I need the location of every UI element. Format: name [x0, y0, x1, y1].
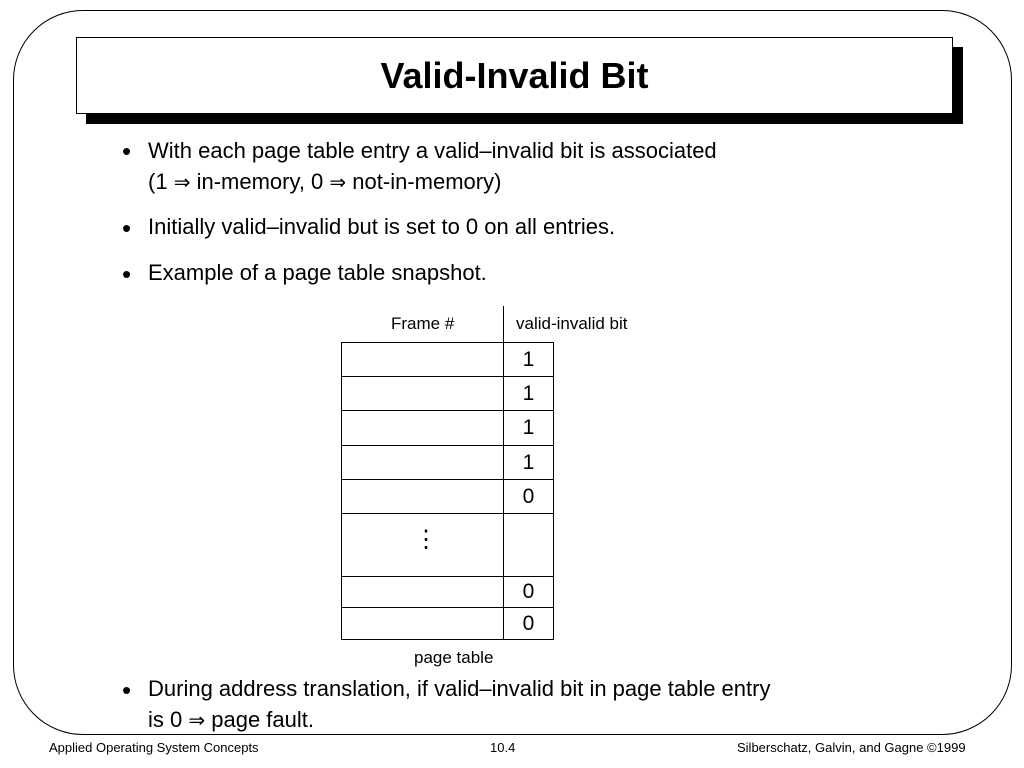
bit-cell — [504, 514, 553, 576]
bullet-marker: • — [122, 213, 132, 243]
footer-course-title: Applied Operating System Concepts — [49, 740, 259, 755]
bit-cell: 1 — [522, 347, 535, 371]
column-divider — [503, 306, 504, 342]
bit-cell: 1 — [522, 416, 535, 439]
bullet-marker: • — [122, 259, 132, 289]
bit-cell: 1 — [522, 381, 535, 405]
page-table — [341, 342, 554, 640]
bullet-1-line-1: With each page table entry a valid–invalid bit is associated — [148, 138, 717, 163]
bullet-1-line-2: (1 ⇒ in-memory, 0 ⇒ not-in-memory) — [148, 169, 502, 194]
table-row — [342, 608, 553, 639]
bit-cell: 0 — [522, 580, 535, 603]
table-row — [342, 480, 553, 514]
frame-cell — [342, 377, 504, 410]
table-row — [342, 411, 553, 446]
frame-cell — [342, 514, 504, 576]
frame-cell — [342, 608, 504, 639]
footer-copyright: Silberschatz, Galvin, and Gagne ©1999 — [737, 740, 966, 755]
table-row — [342, 577, 553, 608]
table-row — [342, 514, 553, 577]
bit-cell: 0 — [522, 484, 535, 508]
bullet-4-line-2: is 0 ⇒ page fault. — [148, 707, 314, 732]
bullet-3-text: Example of a page table snapshot. — [148, 260, 487, 285]
table-row — [342, 446, 553, 480]
slide-title: Valid-Invalid Bit — [380, 54, 649, 96]
footer-page-number: 10.4 — [490, 740, 516, 755]
implies-arrow-icon: ⇒ — [188, 708, 206, 732]
vertical-ellipsis-icon: ⋮ — [414, 526, 438, 553]
implies-arrow-icon: ⇒ — [173, 170, 191, 194]
frame-cell — [342, 480, 504, 513]
frame-cell — [342, 343, 504, 376]
implies-arrow-icon: ⇒ — [329, 170, 347, 194]
bullet-marker: • — [122, 136, 132, 166]
table-caption: page table — [414, 648, 494, 667]
frame-column-header: Frame # — [391, 314, 455, 333]
bullet-marker: • — [122, 675, 132, 705]
bullet-4-line-1: During address translation, if valid–invalid bit in page table entry — [148, 676, 771, 701]
bit-cell: 0 — [522, 611, 535, 635]
bit-cell: 1 — [522, 450, 535, 474]
table-row — [342, 377, 553, 411]
frame-cell — [342, 577, 504, 607]
bullet-2-text: Initially valid–invalid but is set to 0 on all entries. — [148, 214, 616, 239]
frame-cell — [342, 446, 504, 479]
frame-cell — [342, 411, 504, 445]
bit-column-header: valid-invalid bit — [516, 314, 628, 333]
table-row — [342, 343, 553, 377]
title-box — [76, 37, 953, 114]
